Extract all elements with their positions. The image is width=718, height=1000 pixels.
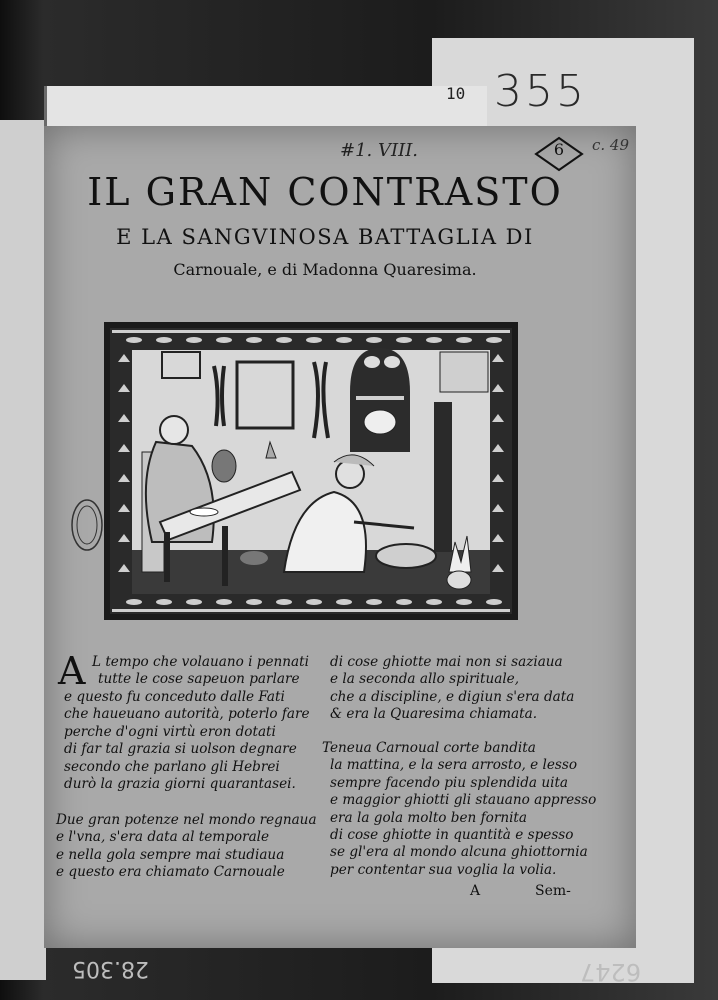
verse-line: secondo che parlano gli Hebrei: [64, 758, 280, 775]
verse-line: per contentar sua voglia la volia.: [330, 861, 557, 878]
verse-line: perche d'ogni virtù eron dotati: [64, 723, 276, 740]
verse-line: tutte le cose sapeuon parlare: [98, 671, 300, 688]
page-title: IL GRAN CONTRASTO: [87, 170, 563, 214]
left-stanza-1: [92, 654, 309, 689]
verse-line: era la gola molto ben fornita: [330, 809, 527, 826]
verse-line: la mattina, e la sera arrosto, e lesso: [330, 757, 578, 774]
shelf-mark: [534, 136, 584, 172]
slip-number: 10: [446, 84, 466, 103]
catchword-letter: A: [470, 883, 481, 899]
verse-line: e nella gola sempre mai studiaua: [56, 846, 285, 863]
frying-pan: [376, 544, 436, 568]
woodcut-illustration: [104, 322, 518, 620]
label-slip: [44, 86, 487, 130]
catchword: Sem-: [535, 883, 571, 899]
verse-line: di cose ghiotte mai non si saziaua: [330, 654, 563, 670]
bottom-pencil-note-right: 6247: [580, 958, 642, 986]
folio-pencil-note: c. 49: [592, 136, 630, 154]
verse-line: che a discipline, e digiun s'era data: [330, 688, 575, 705]
verse-line: di cose ghiotte in quantità e spesso: [330, 826, 574, 843]
page-subtitle-line2: Carnouale, e di Madonna Quaresima.: [173, 260, 477, 279]
library-stamp-icon: [70, 498, 104, 552]
verse-line: che haueuano autorità, poterlo fare: [64, 706, 310, 723]
verse-line: durò la grazia giorni quarantasei.: [64, 775, 296, 792]
verse-line: Teneua Carnoual corte bandita: [322, 740, 536, 756]
verse-line: & era la Quaresima chiamata.: [330, 706, 538, 723]
pot: [447, 571, 471, 589]
page-subtitle: E LA SANGVINOSA BATTAGLIA DI: [116, 225, 534, 249]
left-stanza-2: [56, 812, 317, 882]
shelf-mark-text: 6: [553, 140, 565, 159]
archive-number: 355: [494, 66, 587, 117]
verse-line: di far tal grazia si uolson degnare: [64, 741, 297, 758]
verse-line: sempre facendo piu splendida uita: [330, 774, 569, 791]
cat: [240, 551, 268, 565]
right-stanza-2: [322, 740, 596, 879]
handwritten-mark: #1. VIII.: [340, 140, 419, 161]
verse-line: e l'vna, s'era data al temporale: [56, 829, 270, 846]
mount-strip: [0, 120, 46, 980]
right-stanza-1: [330, 654, 574, 724]
drop-capital: A: [58, 649, 86, 693]
bottom-pencil-note-left: 28.305: [72, 956, 149, 981]
left-stanza-1-cont: [64, 689, 310, 793]
verse-line: Due gran potenze nel mondo regnaua: [56, 812, 317, 828]
verse-line: e questo fu conceduto dalle Fati: [64, 689, 285, 705]
verse-line: e questo era chiamato Carnouale: [56, 864, 285, 881]
verse-line: se gl'era al mondo alcuna ghiottornia: [330, 844, 588, 861]
verse-line: e la seconda allo spirituale,: [330, 671, 520, 688]
verse-line: e maggior ghiotti gli stauano appresso: [330, 792, 597, 809]
verse-line: L tempo che volauano i pennati: [92, 654, 309, 670]
